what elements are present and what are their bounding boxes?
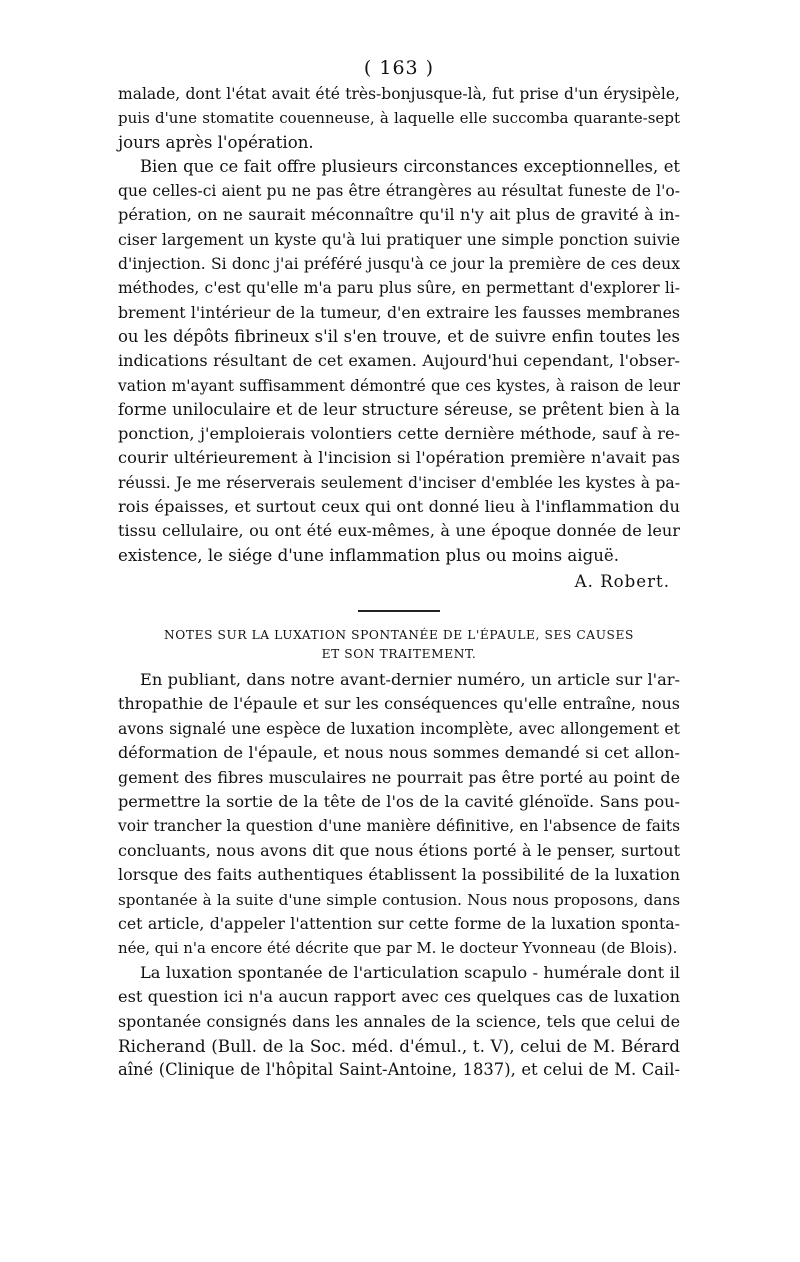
text-line: indications résultant de cet examen. Aujourd'hui cependant, l'obser- <box>118 351 680 371</box>
book-page <box>118 56 680 1083</box>
text-line: courir ultérieurement à l'incision si l'opération première n'avait pas <box>118 448 680 468</box>
text-line: tissu cellulaire, ou ont été eux-mêmes, à une époque donnée de leur <box>118 521 680 541</box>
text-line: est question ici n'a aucun rapport avec ces quelques cas de luxation <box>118 987 680 1007</box>
text-line: thropathie de l'épaule et sur les conséquences qu'elle entraîne, nous <box>118 694 680 714</box>
article-heading-line-1: NOTES SUR LA LUXATION SPONTANÉE DE L'ÉPAULE, SES CAUSES <box>164 627 634 642</box>
text-line: Bien que ce fait offre plusieurs circonstances exceptionnelles, et <box>140 156 680 176</box>
paragraph-case-conclusion <box>118 82 680 155</box>
text-line: vation m'ayant suffisamment démontré que ces kystes, à raison de leur <box>118 376 680 395</box>
text-line: pération, on ne saurait méconnaître qu'il n'y ait plus de gravité à in- <box>118 205 680 225</box>
paragraph-method-discussion <box>118 155 680 568</box>
article-heading-line-2: ET SON TRAITEMENT. <box>321 646 477 661</box>
text-line: concluants, nous avons dit que nous étions porté à le penser, surtout <box>118 840 680 860</box>
text-line: forme uniloculaire et de leur structure séreuse, se prêtent bien à la <box>118 399 680 419</box>
text-line: voir trancher la question d'une manière définitive, en l'absence de faits <box>118 817 680 836</box>
text-line: d'injection. Si donc j'ai préféré jusqu'à ce jour la première de ces deux <box>118 255 680 274</box>
text-line: jours après l'opération. <box>118 132 314 152</box>
section-divider <box>358 610 440 612</box>
text-line: spontanée consignés dans les annales de la science, tels que celui de <box>118 1011 680 1031</box>
text-line: lorsque des faits authentiques établissent la possibilité de la luxation <box>118 865 680 885</box>
paragraph-luxation-context <box>118 961 680 1083</box>
author-signature: A. Robert. <box>574 571 670 591</box>
text-line: rois épaisses, et surtout ceux qui ont donné lieu à l'inflammation du <box>118 497 680 517</box>
text-line: Richerand (Bull. de la Soc. méd. d'émul., t. V), celui de M. Bérard <box>118 1036 680 1057</box>
text-line: déformation de l'épaule, et nous nous sommes demandé si cet allon- <box>118 743 680 763</box>
page-number: ( 163 ) <box>363 57 435 79</box>
text-line: brement l'intérieur de la tumeur, d'en extraire les fausses membranes <box>118 302 680 322</box>
text-line: avons signalé une espèce de luxation incomplète, avec allongement et <box>118 718 680 738</box>
text-line: En publiant, dans notre avant-dernier numéro, un article sur l'ar- <box>140 669 680 689</box>
text-line: existence, le siége d'une inflammation plus ou moins aiguë. <box>118 545 619 565</box>
text-line: ponction, j'emploierais volontiers cette dernière méthode, sauf à re- <box>118 424 680 444</box>
paragraph-article-intro <box>118 668 680 961</box>
text-line: réussi. Je me réserverais seulement d'inciser d'emblée les kystes à pa- <box>118 473 680 492</box>
text-line: ou les dépôts fibrineux s'il s'en trouve, et de suivre enfin toutes les <box>118 326 680 346</box>
article-heading <box>118 626 680 664</box>
text-line: spontanée à la suite d'une simple contusion. Nous nous proposons, dans <box>118 890 680 909</box>
text-line: malade, dont l'état avait été très-bonjusque-là, fut prise d'un érysipèle, <box>118 85 680 103</box>
text-line: aîné (Clinique de l'hôpital Saint-Antoine, 1837), et celui de M. Cail- <box>118 1060 680 1080</box>
text-line: que celles-ci aient pu ne pas être étrangères au résultat funeste de l'o- <box>118 182 680 201</box>
text-line: cet article, d'appeler l'attention sur cette forme de la luxation sponta- <box>118 914 680 933</box>
text-line: permettre la sortie de la tête de l'os de la cavité glénoïde. Sans pou- <box>118 791 680 811</box>
text-line: ciser largement un kyste qu'à lui pratiquer une simple ponction suivie <box>118 229 680 249</box>
text-line: La luxation spontanée de l'articulation scapulo - humérale dont il <box>140 962 680 982</box>
text-line: méthodes, c'est qu'elle m'a paru plus sûre, en permettant d'explorer li- <box>118 279 680 298</box>
text-line: puis d'une stomatite couenneuse, à laquelle elle succomba quarante-sept <box>118 109 680 128</box>
text-line: née, qui n'a encore été décrite que par M. le docteur Yvonneau (de Blois). <box>118 939 678 958</box>
text-line: gement des fibres musculaires ne pourrait pas être porté au point de <box>118 767 680 787</box>
